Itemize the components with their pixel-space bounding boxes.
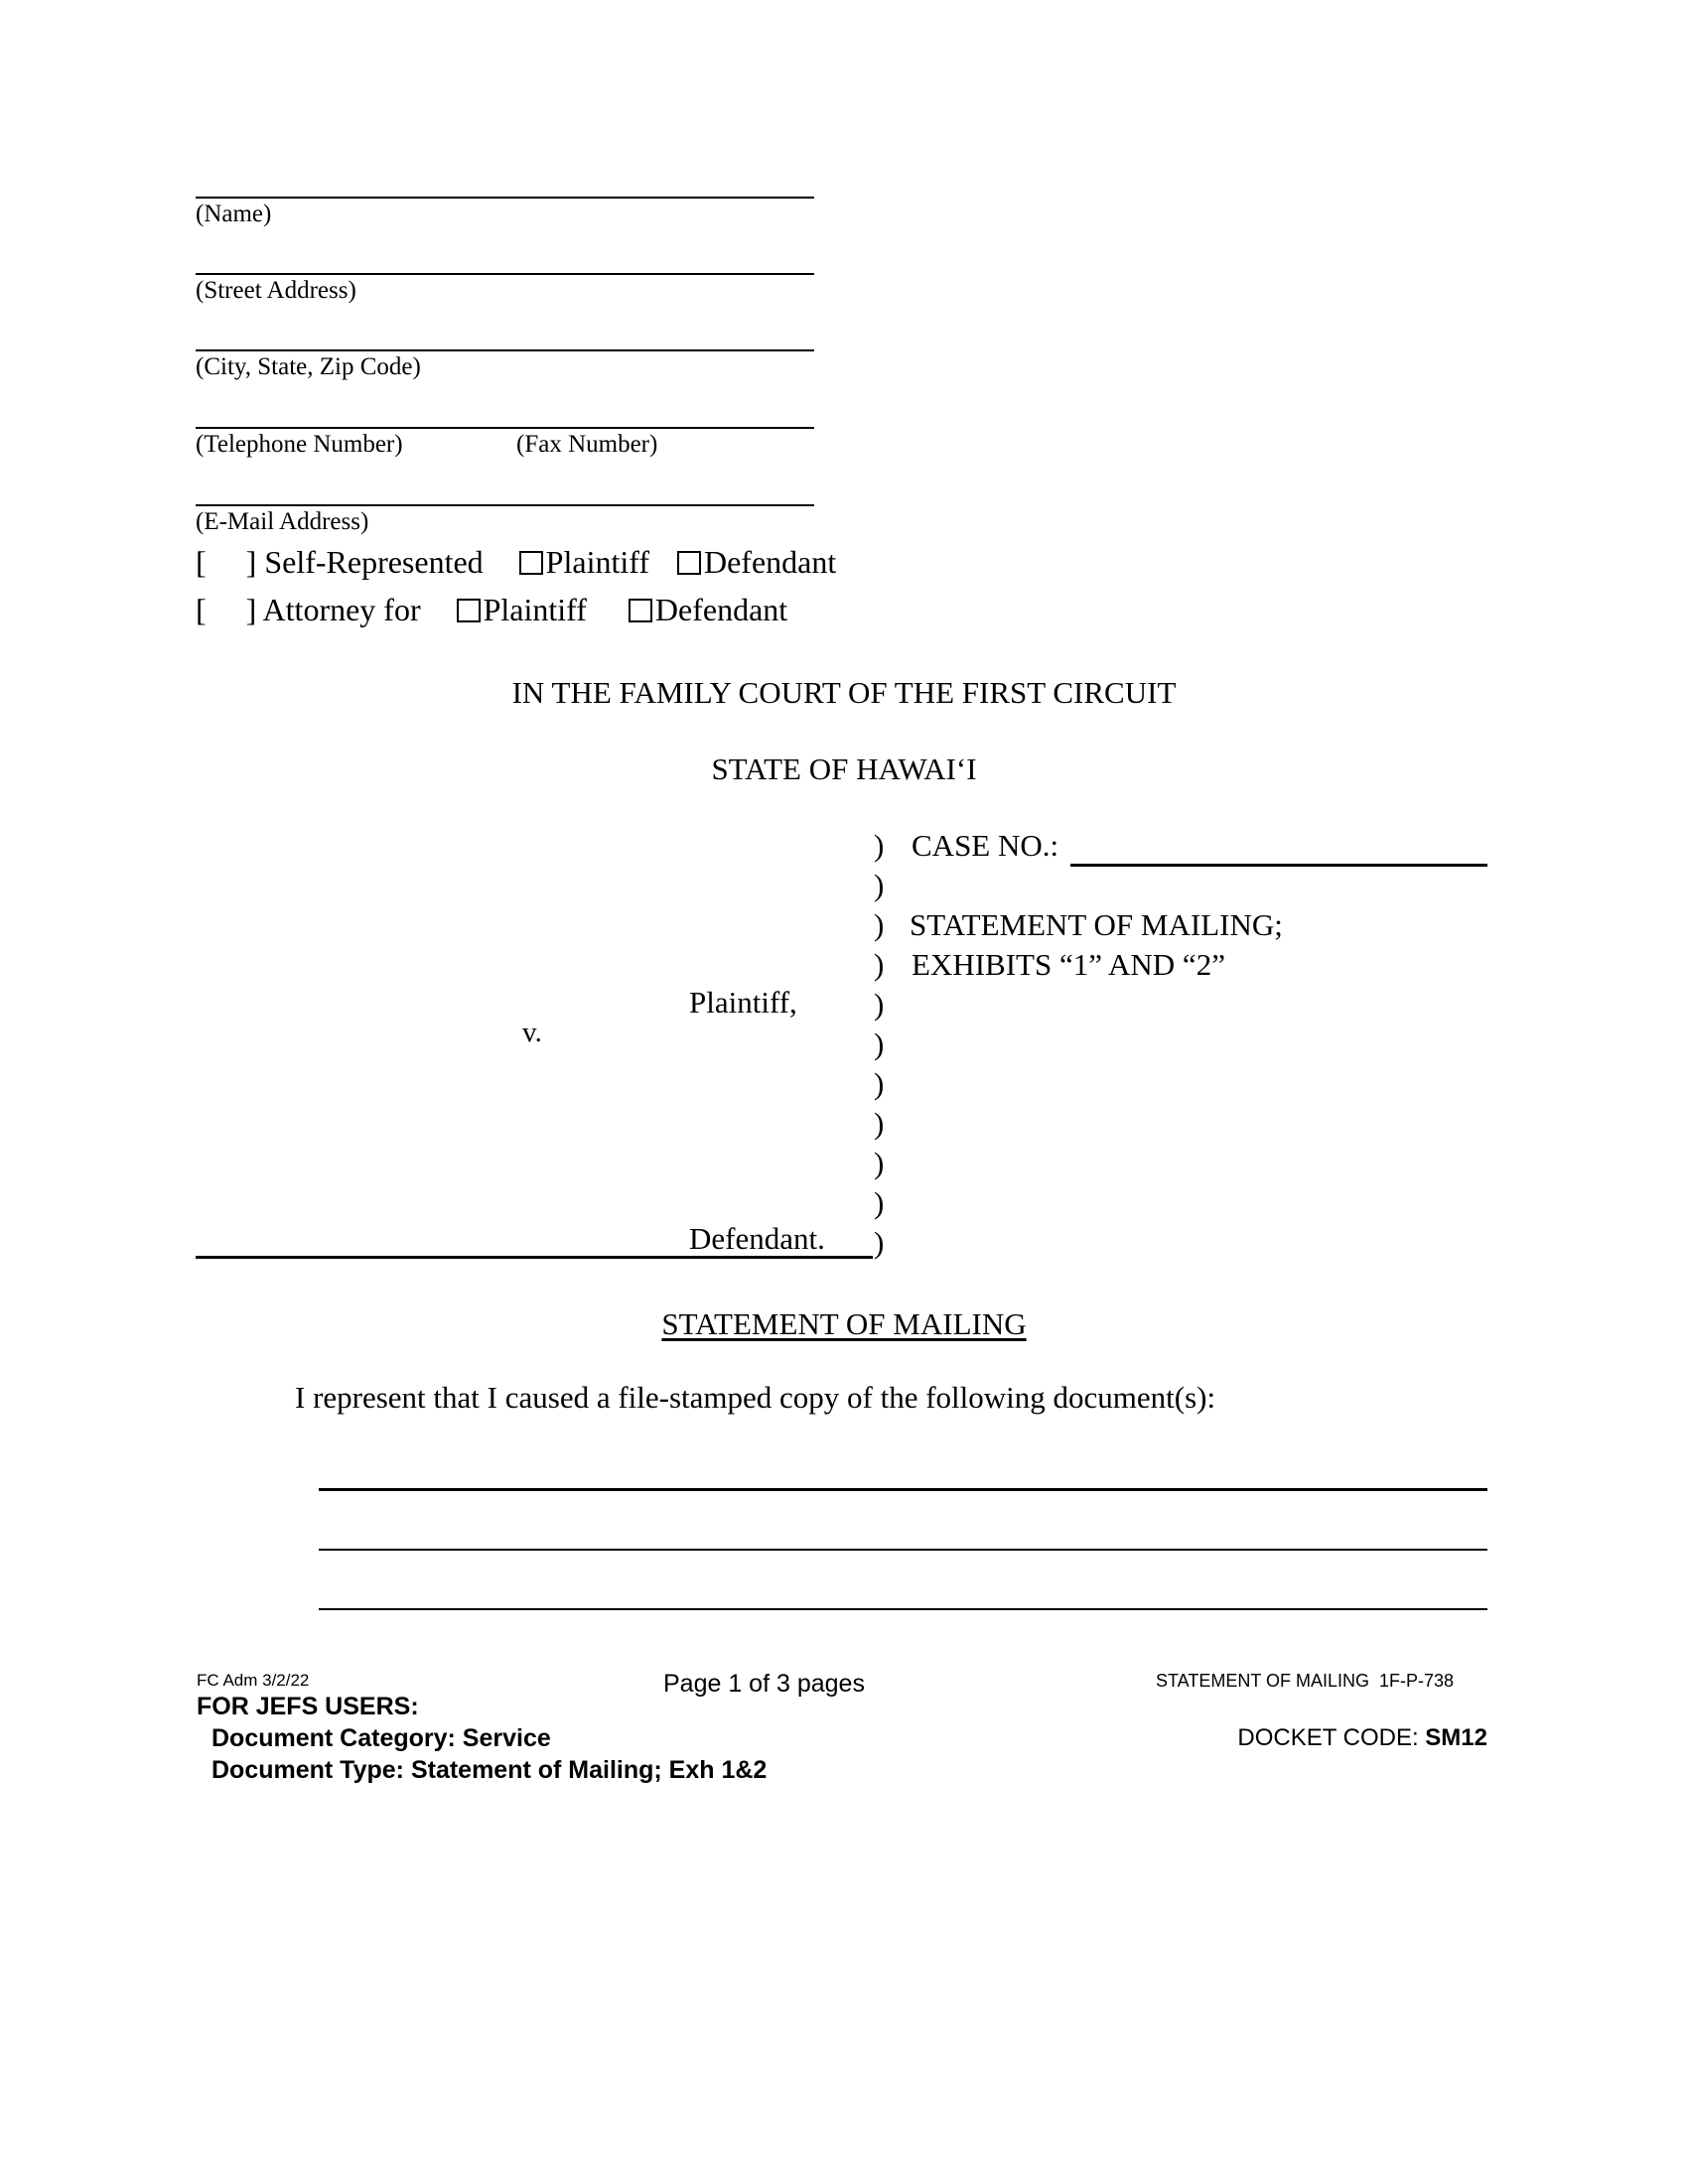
document-category: Document Category: Service (211, 1724, 551, 1752)
caption-paren: ) (874, 907, 885, 942)
self-represented-bracket-checkbox[interactable]: [ ] (196, 544, 257, 580)
document-title-line2: EXHIBITS “1” AND “2” (912, 947, 1225, 982)
intro-text: I represent that I caused a file-stamped copy of the following document(s): (295, 1380, 1216, 1415)
name-field-line[interactable] (196, 197, 814, 199)
caption-paren: ) (874, 947, 885, 982)
attorney-for-bracket-checkbox[interactable]: [ ] (196, 592, 257, 627)
jefs-heading: FOR JEFS USERS: (197, 1693, 419, 1720)
page-info: Page 1 of 3 pages (663, 1670, 865, 1698)
street-address-field-line[interactable] (196, 273, 814, 275)
telephone-label: (Telephone Number) (196, 431, 403, 458)
caption-bottom-rule (196, 1256, 873, 1259)
document-title-line1: STATEMENT OF MAILING; (910, 907, 1283, 942)
caption-paren: ) (874, 1026, 885, 1061)
statement-heading: STATEMENT OF MAILING (661, 1306, 1027, 1341)
attorney-for-defendant-checkbox[interactable] (629, 599, 652, 622)
caption-paren: ) (874, 1146, 885, 1180)
form-id: STATEMENT OF MAILING 1F-P-738 (1156, 1671, 1455, 1691)
email-label: (E-Mail Address) (196, 508, 369, 535)
versus-label: v. (522, 1017, 542, 1048)
caption-paren: ) (874, 1225, 885, 1260)
document-line-1[interactable] (319, 1488, 1487, 1491)
caption-paren: ) (874, 1185, 885, 1220)
street-address-label: (Street Address) (196, 277, 356, 304)
defendant-label: Defendant. (689, 1221, 825, 1256)
caption-paren: ) (874, 1106, 885, 1141)
attorney-for-plaintiff-label: Plaintiff (483, 592, 587, 627)
plaintiff-label: Plaintiff, (689, 985, 797, 1020)
form-date: FC Adm 3/2/22 (197, 1671, 310, 1690)
city-state-zip-field-line[interactable] (196, 349, 814, 351)
caption-paren: ) (874, 987, 885, 1022)
self-represented-plaintiff-checkbox[interactable] (519, 551, 543, 575)
case-number-field[interactable] (1070, 864, 1487, 867)
caption-paren: ) (874, 868, 885, 902)
telephone-fax-field-line[interactable] (196, 427, 814, 429)
document-line-3[interactable] (319, 1608, 1487, 1610)
name-label: (Name) (196, 201, 272, 227)
docket-code (1228, 1724, 1487, 1752)
email-field-line[interactable] (196, 504, 814, 506)
caption-paren: ) (874, 828, 885, 863)
document-type: Document Type: Statement of Mailing; Exh 1&2 (211, 1756, 768, 1784)
attorney-for-plaintiff-checkbox[interactable] (457, 599, 481, 622)
self-represented-row (196, 546, 836, 578)
court-title: IN THE FAMILY COURT OF THE FIRST CIRCUIT (511, 675, 1177, 710)
fax-label: (Fax Number) (516, 431, 658, 458)
self-represented-defendant-label: Defendant (703, 544, 837, 580)
docket-code-label: DOCKET CODE: (1237, 1724, 1426, 1751)
attorney-for-row (196, 594, 787, 625)
case-number-label: CASE NO.: (912, 828, 1059, 863)
caption-paren: ) (874, 1066, 885, 1101)
city-state-zip-label: (City, State, Zip Code) (196, 353, 421, 380)
attorney-for-label: Attorney for (262, 592, 421, 627)
document-line-2[interactable] (319, 1549, 1487, 1551)
court-state: STATE OF HAWAI‘I (711, 751, 977, 786)
self-represented-defendant-checkbox[interactable] (677, 551, 701, 575)
self-represented-plaintiff-label: Plaintiff (545, 544, 649, 580)
docket-code-value: SM12 (1425, 1724, 1487, 1751)
self-represented-label: Self-Represented (264, 544, 484, 580)
attorney-for-defendant-label: Defendant (654, 592, 788, 627)
